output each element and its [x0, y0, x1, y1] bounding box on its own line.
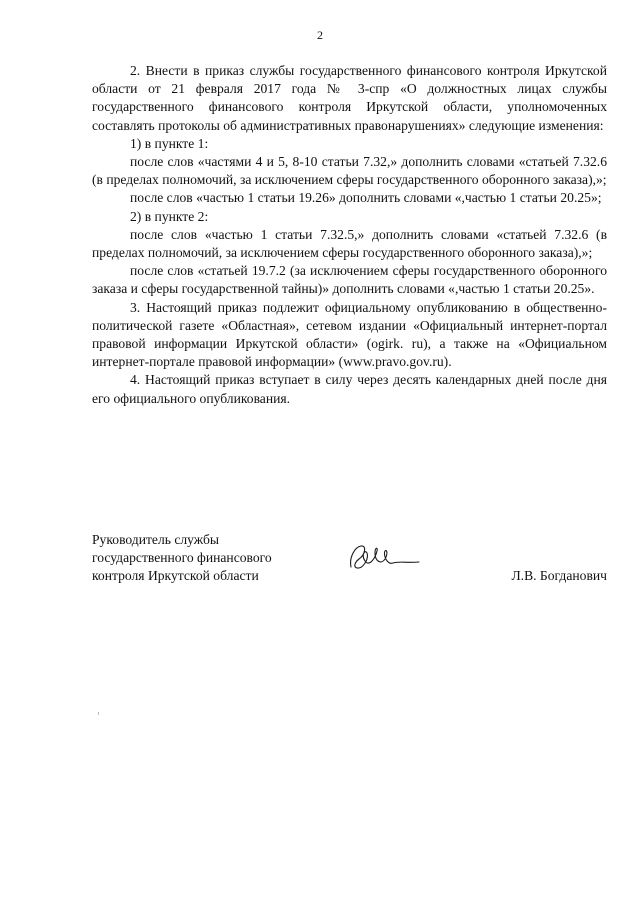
- paragraph-point-1-change-b: после слов «частью 1 статьи 19.26» дополнить словами «,частью 1 статьи 20.25»;: [130, 190, 602, 206]
- paragraph-2: 2. Внести в приказ службы государственного финансового контроля Иркутской области от 21 февраля 2017 года № 3-спр «О должностных лицах службы государственного финансового контроля Иркутской области, уполномоченных составлять протоколы об административных правонарушениях» следующие изменения:: [92, 63, 607, 133]
- handwritten-signature: [345, 537, 423, 577]
- signatory-title-line: государственного финансового: [92, 550, 272, 566]
- paragraph-point-1-change-a: после слов «частями 4 и 5, 8-10 статьи 7.32,» дополнить словами «статьей 7.32.6 (в пределах полномочий, за исключением сферы государственного оборонного заказа),»;: [92, 154, 607, 188]
- paragraph-point-1: 1) в пункте 1:: [130, 135, 209, 151]
- signature-block: [92, 531, 607, 586]
- signatory-name: Л.В. Богданович: [511, 568, 607, 583]
- paragraph-4: 4. Настоящий приказ вступает в силу через десять календарных дней после дня его официального опубликования.: [92, 372, 607, 406]
- signatory-title-line: Руководитель службы: [92, 532, 220, 547]
- signatory-title-line: контроля Иркутской области: [92, 568, 259, 584]
- paragraph-3: 3. Настоящий приказ подлежит официальному опубликованию в общественно-политической газете «Областная», сетевом издании «Официальный интернет-портал правовой информации Иркутской области» (ogirk. ru), а также на «Официальном интернет-портале правовой информации» (www.pravo.gov.ru).: [92, 299, 607, 370]
- scan-speck: [98, 712, 99, 715]
- paragraph-point-2-change-b: после слов «статьей 19.7.2 (за исключением сферы государственного оборонного заказа и сферы государственной тайны)» дополнить словами «,частью 1 статьи 20.25».: [92, 263, 607, 297]
- paragraph-point-2: 2) в пункте 2:: [130, 208, 209, 224]
- paragraph-point-2-change-a: после слов «частью 1 статьи 7.32.5,» дополнить словами «статьей 7.32.6 (в пределах полномочий, за исключением сферы государственного оборонного заказа),»;: [92, 226, 607, 261]
- page-number: 2: [317, 28, 323, 42]
- document-body: [92, 62, 607, 408]
